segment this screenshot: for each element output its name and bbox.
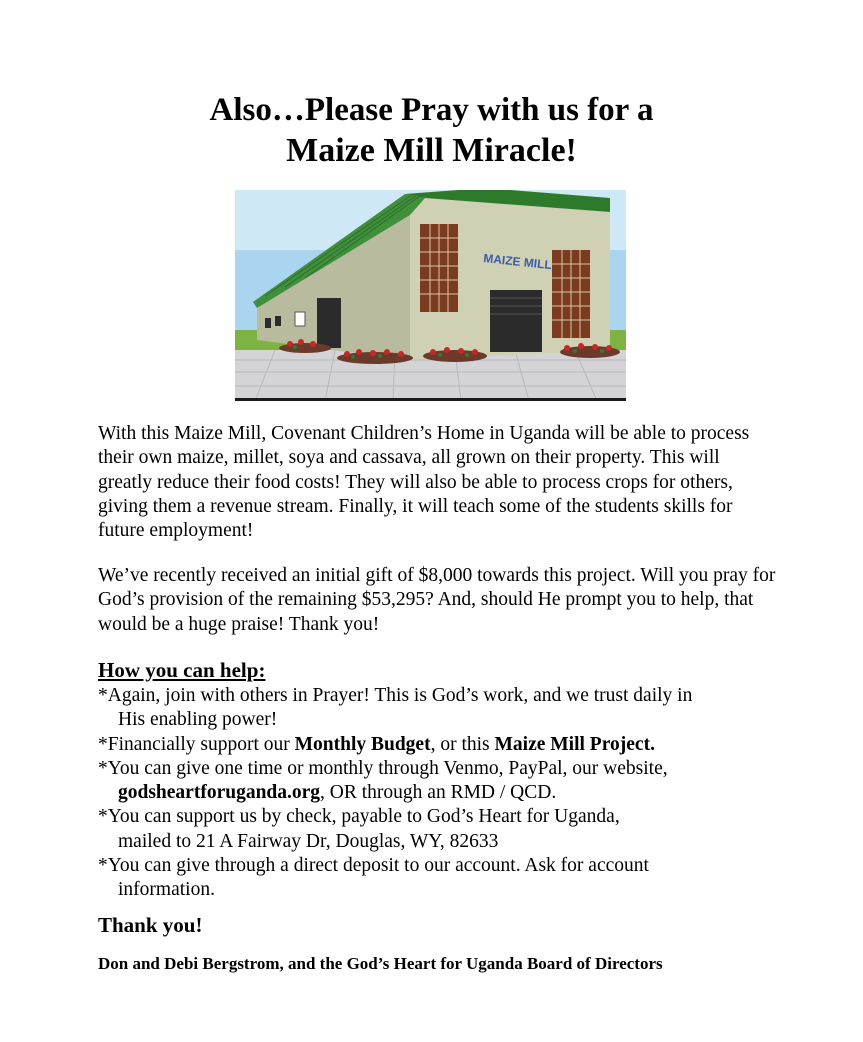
- help-item-giving: *You can give one time or monthly through Venmo, PayPal, our website,: [98, 757, 668, 779]
- list-item: [98, 757, 798, 806]
- thank-you-heading: Thank you!: [98, 913, 203, 937]
- help-item-prayer: *Again, join with others in Prayer! This is God’s work, and we trust daily in: [98, 685, 693, 706]
- list-item: [98, 733, 798, 757]
- monthly-budget-label: Monthly Budget: [294, 733, 431, 755]
- page-title-line1: Also…Please Pray with us for a: [209, 92, 654, 128]
- maize-mill-project-label: Maize Mill Project.: [494, 733, 655, 755]
- help-item-financial-mid: , or this: [430, 733, 495, 755]
- how-you-can-help-heading: How you can help:: [98, 658, 266, 682]
- list-item: [98, 805, 798, 854]
- help-item-giving-rest: , OR through an RMD / QCD.: [320, 782, 557, 804]
- maize-mill-sign: MAIZE MILL: [482, 251, 553, 273]
- website-link[interactable]: godsheartforuganda.org: [118, 782, 321, 804]
- help-item-prayer-cont: His enabling power!: [118, 709, 278, 731]
- paragraph-maize-mill-benefits: With this Maize Mill, Covenant Children’s Home in Uganda will be able to process their own maize, millet, soya and cassava, all grown on their property. This will greatly reduce their food costs! They will also be able to process crops for others, giving them a revenue stream. Finally, it will teach some of the students skills for future employment!: [98, 423, 750, 542]
- maize-mill-illustration: [235, 190, 626, 401]
- help-item-financial-prefix: *Financially support our: [98, 733, 295, 755]
- paragraph-funding-request: We’ve recently received an initial gift of $8,000 towards this project. Will you pray for God’s provision of the remaining $53,295? And, should He prompt you to help, that would be a huge praise! Thank you!: [98, 565, 776, 635]
- signature-line: Don and Debi Bergstrom, and the God’s Heart for Uganda Board of Directors: [98, 954, 663, 973]
- help-item-direct-deposit: *You can give through a direct deposit to our account. Ask for account: [98, 855, 649, 877]
- mailing-address: mailed to 21 A Fairway Dr, Douglas, WY, 82633: [118, 830, 499, 852]
- help-list: [98, 684, 798, 903]
- help-item-direct-deposit-cont: information.: [118, 879, 215, 901]
- help-item-check: *You can support us by check, payable to God’s Heart for Uganda,: [98, 806, 620, 828]
- list-item: [98, 854, 798, 903]
- list-item: [98, 684, 798, 733]
- page-title-line2: Maize Mill Miracle!: [286, 132, 577, 169]
